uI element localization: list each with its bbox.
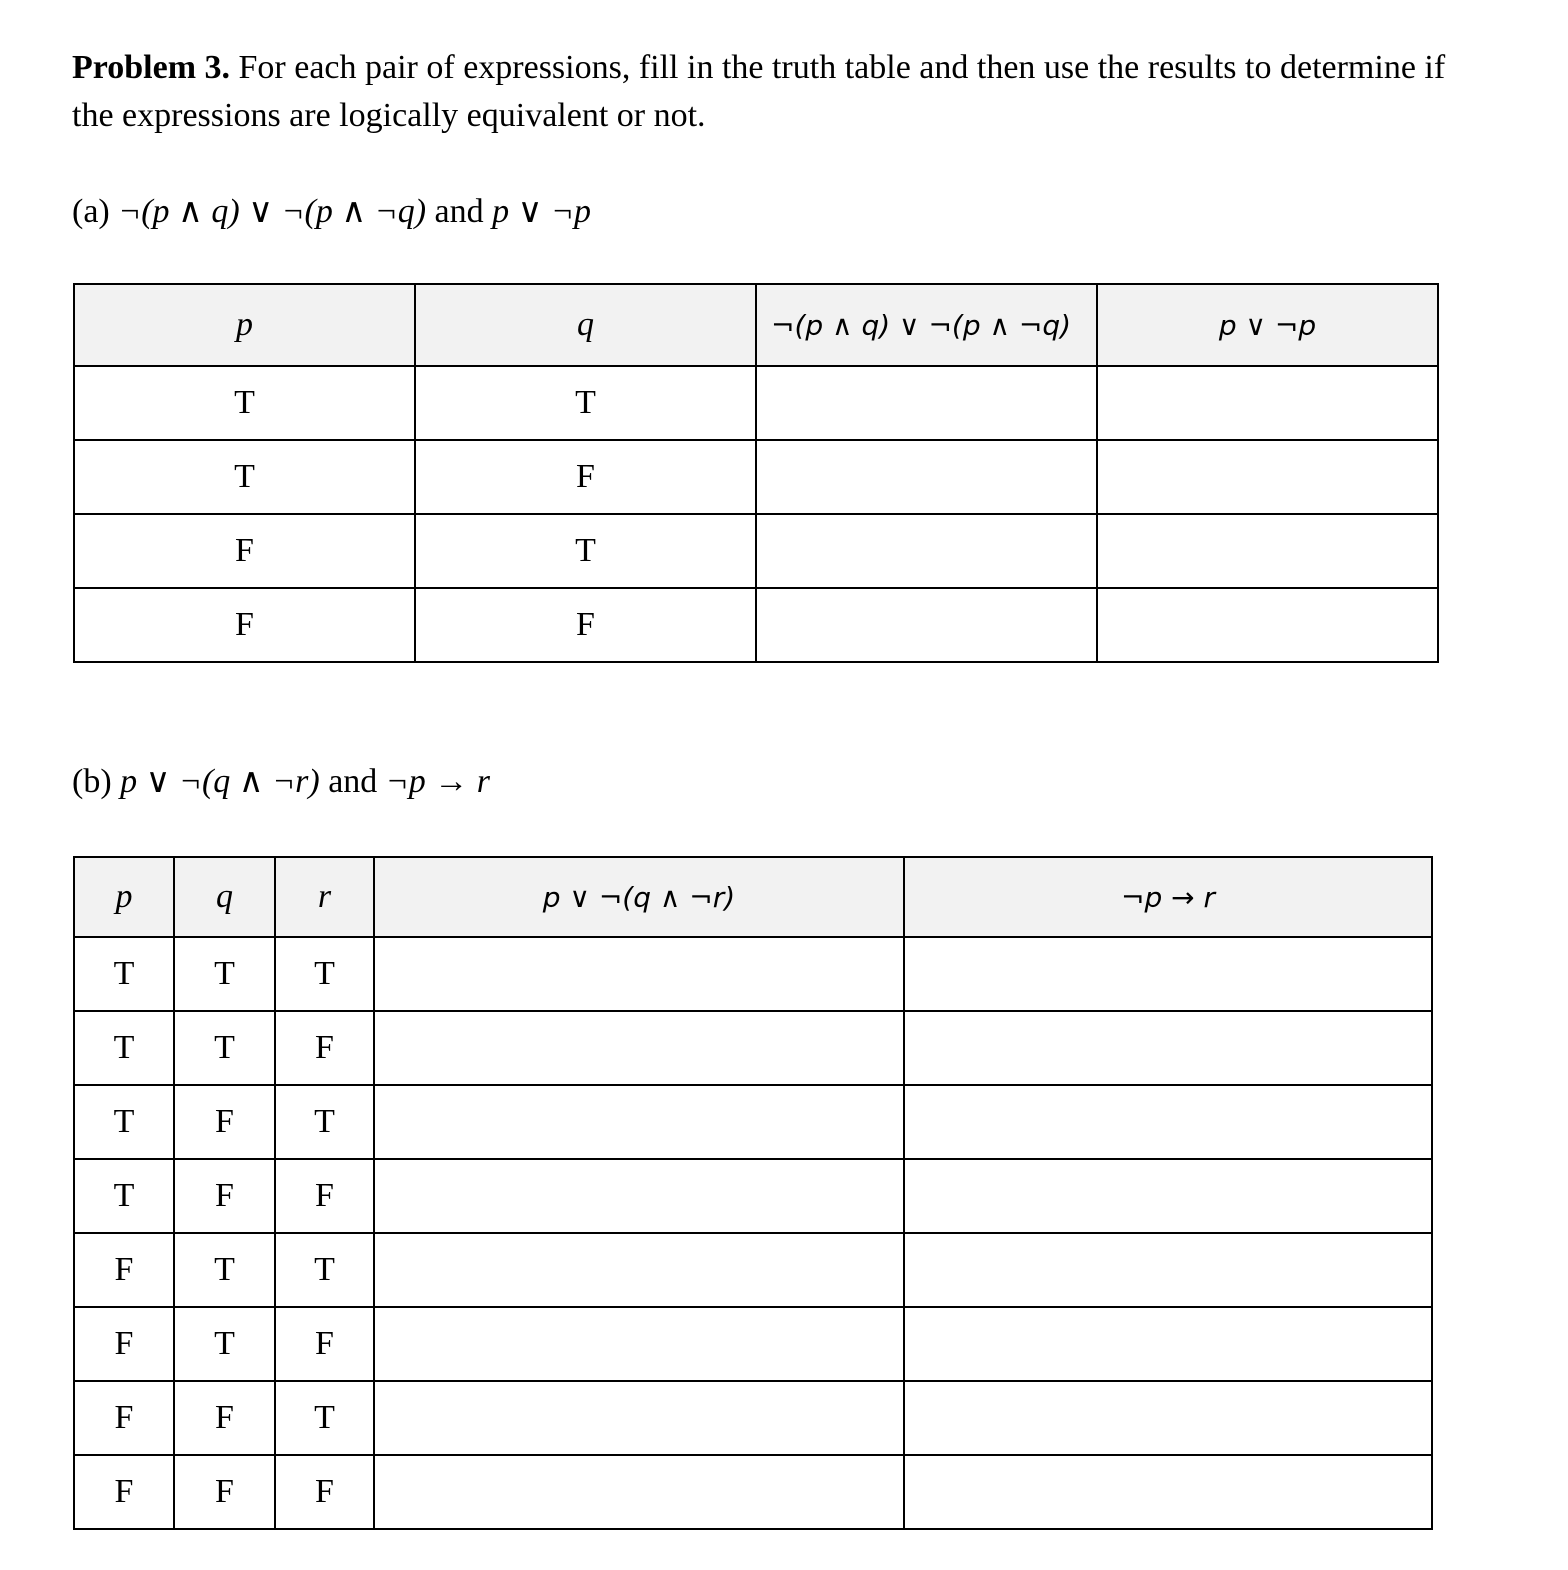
answer-cell-expression-1[interactable] [374,1011,904,1085]
cell-q: T [415,514,756,588]
header-p: p [74,857,174,937]
header-expression-2: p ∨ ¬p [1097,284,1438,366]
answer-cell-expression-1[interactable] [756,514,1097,588]
cell-p: T [74,366,415,440]
part-b-label [72,758,490,806]
answer-cell-expression-1[interactable] [756,366,1097,440]
cell-p: T [74,1011,174,1085]
header-expression-1: p ∨ ¬(q ∧ ¬r) [374,857,904,937]
answer-cell-expression-2[interactable] [904,1307,1432,1381]
cell-p: F [74,1233,174,1307]
cell-p: F [74,514,415,588]
answer-cell-expression-2[interactable] [904,1381,1432,1455]
answer-cell-expression-2[interactable] [1097,366,1438,440]
cell-q: T [174,1233,275,1307]
answer-cell-expression-1[interactable] [374,1159,904,1233]
cell-q: T [174,1011,275,1085]
cell-q: F [415,440,756,514]
answer-cell-expression-1[interactable] [374,1381,904,1455]
answer-cell-expression-2[interactable] [904,1233,1432,1307]
part-b-connector: and [328,763,378,800]
cell-p: T [74,1159,174,1233]
table-row [74,440,1438,514]
cell-p: F [74,1455,174,1529]
answer-cell-expression-1[interactable] [756,440,1097,514]
table-row [74,937,1432,1011]
answer-cell-expression-2[interactable] [904,1085,1432,1159]
answer-cell-expression-2[interactable] [904,1159,1432,1233]
cell-q: T [415,366,756,440]
cell-r: F [275,1307,374,1381]
table-row [74,514,1438,588]
answer-cell-expression-2[interactable] [1097,514,1438,588]
cell-p: F [74,1381,174,1455]
cell-q: F [174,1085,275,1159]
cell-q: T [174,1307,275,1381]
cell-p: T [74,440,415,514]
part-a-expression-2: p ∨ ¬p [492,193,591,230]
answer-cell-expression-1[interactable] [374,1085,904,1159]
answer-cell-expression-1[interactable] [374,1307,904,1381]
header-r: r [275,857,374,937]
cell-p: T [74,937,174,1011]
part-b-expression-2: ¬p → r [385,763,490,800]
cell-r: F [275,1455,374,1529]
truth-table-b [73,856,1433,1530]
table-header-row [74,857,1432,937]
cell-r: F [275,1159,374,1233]
answer-cell-expression-2[interactable] [904,937,1432,1011]
part-a-index: (a) [72,193,110,230]
cell-q: F [415,588,756,662]
cell-r: T [275,937,374,1011]
cell-r: F [275,1011,374,1085]
cell-r: T [275,1233,374,1307]
header-q: q [174,857,275,937]
header-q: q [415,284,756,366]
cell-r: T [275,1085,374,1159]
part-a-label [72,188,591,236]
answer-cell-expression-2[interactable] [1097,440,1438,514]
table-row [74,1381,1432,1455]
table-row [74,1455,1432,1529]
part-b-expression-1: p ∨ ¬(q ∧ ¬r) [120,763,320,800]
problem-statement [72,44,1452,140]
answer-cell-expression-1[interactable] [374,1233,904,1307]
cell-r: T [275,1381,374,1455]
table-header-row [74,284,1438,366]
table-row [74,1233,1432,1307]
cell-p: T [74,1085,174,1159]
cell-p: F [74,588,415,662]
table-row [74,1011,1432,1085]
part-a-expression-1: ¬(p ∧ q) ∨ ¬(p ∧ ¬q) [118,193,427,230]
table-row [74,1159,1432,1233]
part-a-connector: and [434,193,484,230]
header-p: p [74,284,415,366]
header-expression-1: ¬(p ∧ q) ∨ ¬(p ∧ ¬q) [756,284,1097,366]
answer-cell-expression-1[interactable] [374,1455,904,1529]
answer-cell-expression-2[interactable] [904,1455,1432,1529]
problem-text: For each pair of expressions, fill in the truth table and then use the results to determine if the expressions are logically equivalent or not. [72,49,1446,134]
table-row [74,1307,1432,1381]
answer-cell-expression-1[interactable] [374,937,904,1011]
cell-q: F [174,1455,275,1529]
problem-heading: Problem 3. [72,49,231,86]
cell-q: F [174,1381,275,1455]
answer-cell-expression-2[interactable] [1097,588,1438,662]
table-row [74,588,1438,662]
table-row [74,1085,1432,1159]
truth-table-a [73,283,1439,663]
cell-q: F [174,1159,275,1233]
cell-p: F [74,1307,174,1381]
part-b-index: (b) [72,763,112,800]
header-expression-2: ¬p → r [904,857,1432,937]
answer-cell-expression-1[interactable] [756,588,1097,662]
table-row [74,366,1438,440]
cell-q: T [174,937,275,1011]
answer-cell-expression-2[interactable] [904,1011,1432,1085]
